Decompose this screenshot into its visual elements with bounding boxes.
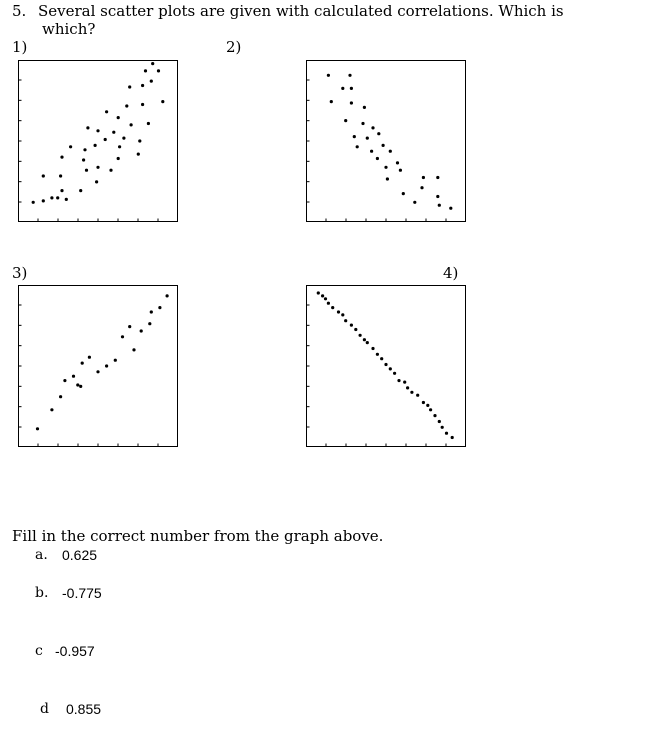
scatter-point: [132, 348, 135, 351]
scatter-point: [327, 74, 330, 77]
scatter-point: [104, 138, 107, 141]
scatter-point: [344, 119, 347, 122]
plot-frame: [19, 61, 178, 222]
scatter-point: [371, 347, 374, 350]
scatter-point: [161, 100, 164, 103]
scatter-point: [114, 359, 117, 362]
scatter-point: [151, 62, 154, 65]
scatter-point: [112, 131, 115, 134]
scatter-point: [95, 180, 98, 183]
scatter-point: [50, 408, 53, 411]
scatter-point: [32, 201, 35, 204]
scatter-point: [137, 153, 140, 156]
scatter-point: [399, 169, 402, 172]
scatter-point: [76, 383, 79, 386]
scatter-point: [350, 87, 353, 90]
scatter-point: [166, 294, 169, 297]
scatter-plot-3: [18, 285, 178, 447]
scatter-point: [438, 420, 441, 423]
answer-c-letter: c: [35, 643, 43, 659]
scatter-point: [361, 122, 364, 125]
scatter-point: [69, 145, 72, 148]
scatter-point: [59, 395, 62, 398]
scatter-point: [384, 166, 387, 169]
scatter-point: [366, 341, 369, 344]
scatter-point: [396, 161, 399, 164]
scatter-point: [410, 391, 413, 394]
scatter-point: [376, 353, 379, 356]
scatter-point: [56, 196, 59, 199]
plot-2-label: 2): [226, 38, 242, 56]
answer-a-value: 0.625: [62, 547, 98, 563]
scatter-plot-2: [306, 60, 466, 222]
scatter-point: [117, 116, 120, 119]
scatter-point: [341, 313, 344, 316]
scatter-point: [96, 129, 99, 132]
scatter-point: [359, 334, 362, 337]
scatter-point: [366, 137, 369, 140]
scatter-point: [117, 157, 120, 160]
scatter-point: [138, 139, 141, 142]
scatter-point: [130, 123, 133, 126]
scatter-point: [389, 150, 392, 153]
scatter-point: [370, 150, 373, 153]
scatter-point: [416, 394, 419, 397]
scatter-point: [449, 207, 452, 210]
scatter-point: [441, 426, 444, 429]
scatter-point: [109, 169, 112, 172]
scatter-point: [59, 174, 62, 177]
scatter-point: [331, 306, 334, 309]
scatter-point: [158, 306, 161, 309]
scatter-point: [353, 135, 356, 138]
scatter-point: [150, 310, 153, 313]
answer-b-value: -0.775: [62, 585, 102, 601]
answer-a-letter: a.: [35, 547, 48, 563]
scatter-point: [363, 338, 366, 341]
plot-1-label: 1): [12, 38, 28, 56]
scatter-point: [389, 367, 392, 370]
scatter-point: [105, 364, 108, 367]
answer-c-value: -0.957: [55, 643, 95, 659]
scatter-point: [436, 195, 439, 198]
scatter-point: [382, 144, 385, 147]
scatter-point: [337, 310, 340, 313]
scatter-point: [436, 176, 439, 179]
plot-frame: [307, 61, 466, 222]
scatter-point: [81, 362, 84, 365]
scatter-point: [397, 379, 400, 382]
scatter-point: [350, 324, 353, 327]
scatter-point: [86, 126, 89, 129]
scatter-point: [60, 156, 63, 159]
scatter-point: [377, 132, 380, 135]
scatter-point: [144, 69, 147, 72]
question-text-line1: Several scatter plots are given with calculated correlations. Which is: [38, 2, 564, 20]
scatter-point: [42, 174, 45, 177]
scatter-point: [94, 144, 97, 147]
scatter-point: [63, 379, 66, 382]
scatter-point: [376, 157, 379, 160]
scatter-point: [79, 385, 82, 388]
scatter-point: [128, 325, 131, 328]
scatter-point: [380, 357, 383, 360]
scatter-plot-1: [18, 60, 178, 222]
scatter-point: [125, 104, 128, 107]
scatter-point: [402, 192, 405, 195]
scatter-point: [150, 80, 153, 83]
scatter-point: [50, 196, 53, 199]
scatter-point: [451, 436, 454, 439]
scatter-point: [363, 106, 366, 109]
scatter-point: [420, 186, 423, 189]
scatter-point: [157, 69, 160, 72]
answer-b-letter: b.: [35, 585, 49, 601]
scatter-point: [79, 189, 82, 192]
scatter-point: [96, 166, 99, 169]
scatter-point: [403, 381, 406, 384]
instruction-text: Fill in the correct number from the graph above.: [12, 527, 384, 545]
scatter-point: [426, 404, 429, 407]
scatter-point: [147, 122, 150, 125]
scatter-point: [433, 414, 436, 417]
answer-d-value: 0.855: [66, 701, 102, 717]
scatter-point: [386, 177, 389, 180]
scatter-point: [324, 297, 327, 300]
scatter-point: [141, 103, 144, 106]
scatter-point: [83, 148, 86, 151]
scatter-point: [445, 432, 448, 435]
scatter-point: [384, 363, 387, 366]
answer-d-letter: d: [40, 701, 49, 717]
scatter-point: [422, 401, 425, 404]
scatter-point: [96, 370, 99, 373]
scatter-point: [42, 199, 45, 202]
question-number: 5.: [12, 2, 27, 20]
scatter-point: [148, 322, 151, 325]
scatter-point: [406, 386, 409, 389]
scatter-point: [413, 201, 416, 204]
scatter-point: [348, 74, 351, 77]
scatter-point: [344, 319, 347, 322]
scatter-point: [82, 158, 85, 161]
scatter-point: [141, 84, 144, 87]
scatter-point: [438, 204, 441, 207]
scatter-point: [121, 335, 124, 338]
scatter-plot-4: [306, 285, 466, 447]
scatter-point: [354, 328, 357, 331]
scatter-point: [118, 145, 121, 148]
scatter-point: [105, 110, 108, 113]
scatter-point: [327, 302, 330, 305]
plot-frame: [19, 286, 178, 447]
scatter-point: [317, 291, 320, 294]
scatter-point: [350, 101, 353, 104]
scatter-point: [341, 87, 344, 90]
scatter-point: [330, 100, 333, 103]
scatter-point: [140, 329, 143, 332]
scatter-point: [65, 198, 68, 201]
scatter-point: [60, 189, 63, 192]
scatter-point: [393, 372, 396, 375]
plot-3-label: 3): [12, 264, 28, 282]
scatter-point: [72, 375, 75, 378]
scatter-point: [321, 294, 324, 297]
question-text-line2: which?: [42, 20, 96, 38]
scatter-point: [371, 126, 374, 129]
scatter-point: [88, 356, 91, 359]
scatter-point: [122, 137, 125, 140]
scatter-point: [128, 85, 131, 88]
scatter-point: [85, 169, 88, 172]
scatter-point: [356, 145, 359, 148]
plot-4-label: 4): [443, 264, 459, 282]
scatter-point: [422, 176, 425, 179]
scatter-point: [36, 427, 39, 430]
scatter-point: [429, 408, 432, 411]
